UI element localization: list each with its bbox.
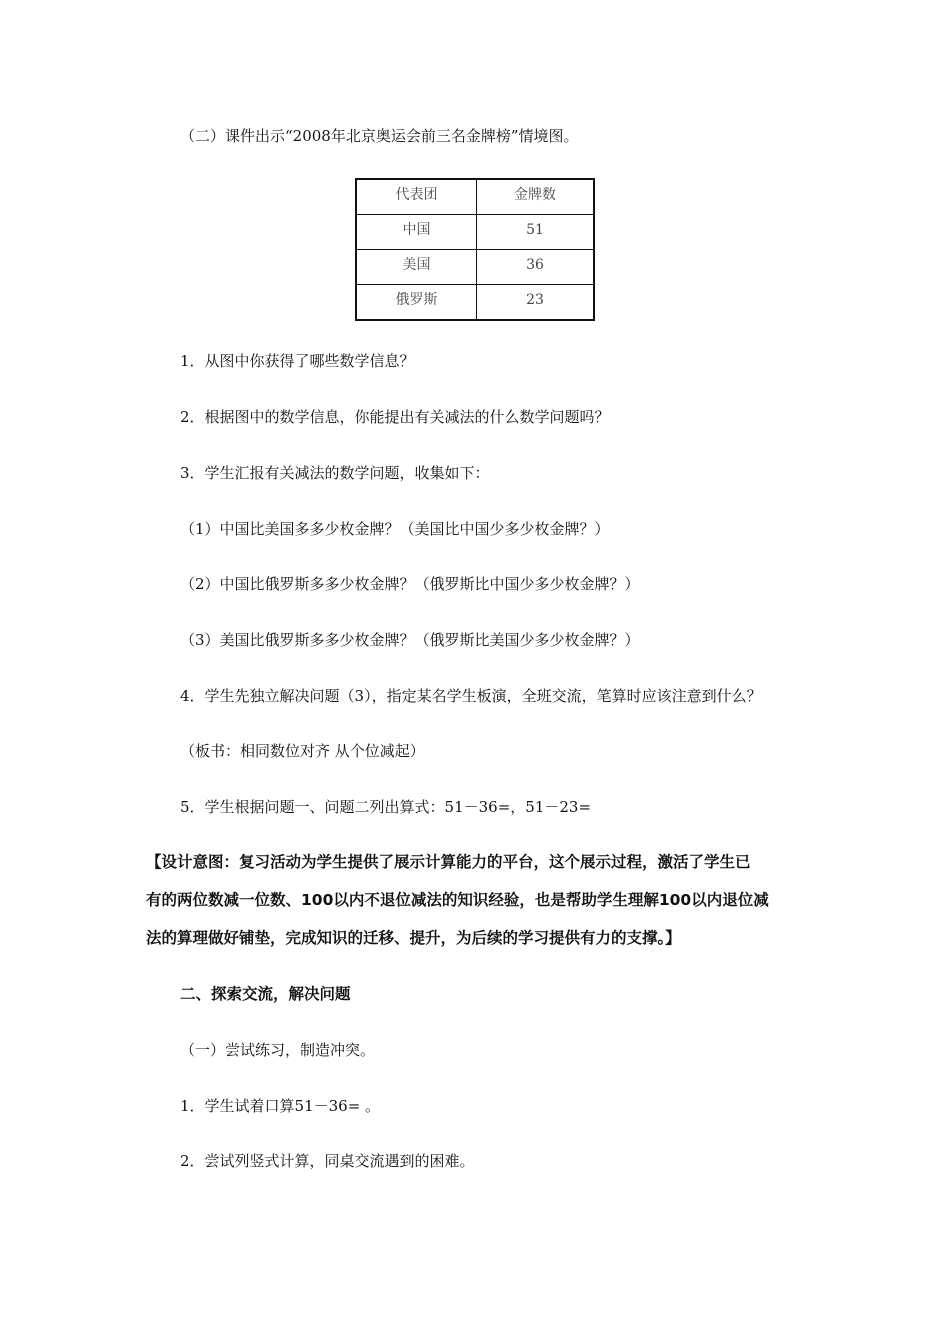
question-2: 2．根据图中的数学信息，你能提出有关减法的什么数学问题吗？ <box>180 408 610 426</box>
table-row <box>356 250 594 285</box>
design-intent-line-2: 有的两位数减一位数、100以内不退位减法的知识经验，也是帮助学生理解100以内退位减 <box>146 891 769 909</box>
table-cell-delegation: 中国 <box>356 215 477 250</box>
problem-2: （2）中国比俄罗斯多多少枚金牌？（俄罗斯比中国少多少枚金牌？） <box>180 575 640 593</box>
problem-1: （1）中国比美国多多少枚金牌？（美国比中国少多少枚金牌？） <box>180 520 610 538</box>
table-row <box>356 215 594 250</box>
table-header-gold-count: 金牌数 <box>477 179 595 215</box>
section-2-step-2: 2．尝试列竖式计算，同桌交流遇到的困难。 <box>180 1152 475 1170</box>
table-cell-delegation: 美国 <box>356 250 477 285</box>
intro-heading: （二）课件出示“2008年北京奥运会前三名金牌榜”情境图。 <box>180 127 579 145</box>
section-2-subheading: （一）尝试练习，制造冲突。 <box>180 1041 376 1059</box>
table-header-row <box>356 179 594 215</box>
board-note: （板书：相同数位对齐 从个位减起） <box>180 742 425 760</box>
table-cell-gold-count: 36 <box>477 250 595 285</box>
question-4: 4．学生先独立解决问题（3），指定某名学生板演，全班交流，笔算时应该注意到什么？ <box>180 687 762 705</box>
section-2-title: 二、探索交流，解决问题 <box>180 985 351 1003</box>
problem-3: （3）美国比俄罗斯多多少枚金牌？（俄罗斯比美国少多少枚金牌？） <box>180 631 640 649</box>
section-2-step-1: 1．学生试着口算51－36= 。 <box>180 1097 381 1115</box>
table-header-delegation: 代表团 <box>356 179 477 215</box>
table-cell-delegation: 俄罗斯 <box>356 285 477 321</box>
medal-table <box>355 178 595 321</box>
design-intent-line-1: 【设计意图：复习活动为学生提供了展示计算能力的平台，这个展示过程，激活了学生已 <box>146 853 751 871</box>
question-3: 3．学生汇报有关减法的数学问题，收集如下： <box>180 464 490 482</box>
design-intent-line-3: 法的算理做好铺垫，完成知识的迁移、提升，为后续的学习提供有力的支撑。】 <box>146 929 681 947</box>
table-cell-gold-count: 51 <box>477 215 595 250</box>
question-1: 1．从图中你获得了哪些数学信息？ <box>180 352 415 370</box>
question-5: 5．学生根据问题一、问题二列出算式：51－36=，51－23= <box>180 798 592 816</box>
table-cell-gold-count: 23 <box>477 285 595 321</box>
table-row <box>356 285 594 321</box>
